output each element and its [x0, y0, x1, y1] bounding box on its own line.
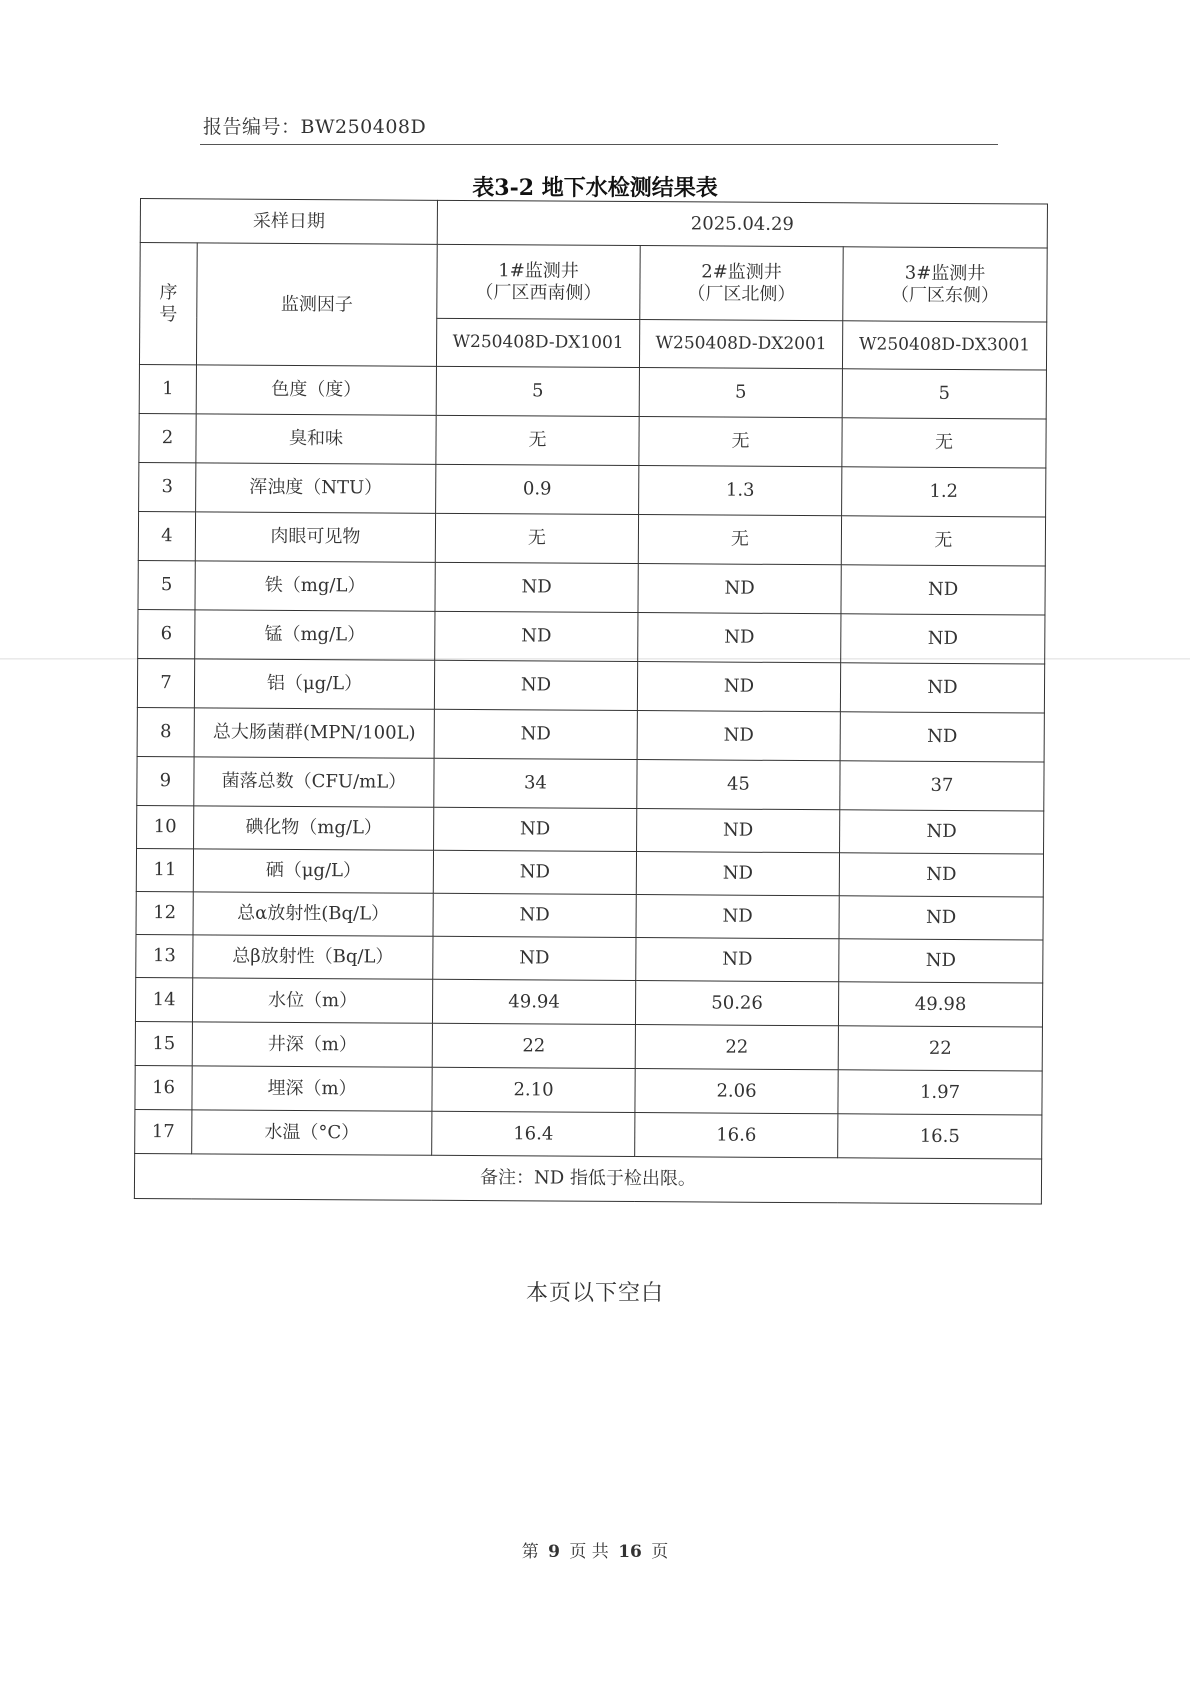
- seq-header-line2: 号: [159, 303, 178, 325]
- row-value-well-2: ND: [637, 711, 840, 761]
- table-row: [135, 1109, 1042, 1159]
- row-value-well-1: 22: [432, 1023, 635, 1068]
- row-value-well-3: ND: [841, 614, 1045, 664]
- blank-page-note: 本页以下空白: [525, 1281, 664, 1306]
- row-value-well-1: 无: [436, 415, 639, 465]
- row-value-well-3: 16.5: [838, 1114, 1042, 1159]
- row-value-well-2: 1.3: [639, 466, 842, 516]
- row-value-well-2: 无: [639, 417, 842, 467]
- row-value-well-2: ND: [637, 809, 840, 853]
- row-factor: 铁（mg/L）: [195, 561, 435, 611]
- row-number: 14: [135, 977, 192, 1021]
- row-number: 9: [137, 756, 194, 805]
- header-rule: [200, 144, 998, 145]
- well-1-name: 1#监测井: [498, 260, 579, 282]
- page-prefix: 第: [521, 1542, 539, 1562]
- row-number: 2: [139, 413, 196, 462]
- row-value-well-2: 22: [635, 1025, 838, 1070]
- row-value-well-1: 无: [435, 513, 638, 563]
- page-footer: [0, 1537, 1190, 1562]
- row-value-well-1: ND: [433, 893, 636, 937]
- row-number: 15: [135, 1021, 192, 1065]
- row-value-well-3: 1.97: [838, 1070, 1042, 1115]
- row-value-well-1: ND: [434, 660, 637, 710]
- page-mid: 页 共: [569, 1542, 609, 1562]
- row-value-well-1: 2.10: [432, 1067, 635, 1112]
- row-factor: 锰（mg/L）: [195, 610, 435, 660]
- row-value-well-2: 50.26: [635, 981, 838, 1026]
- table-row: [139, 462, 1046, 517]
- row-value-well-1: ND: [433, 850, 636, 894]
- table-row: [137, 658, 1044, 713]
- row-number: 1: [139, 364, 196, 413]
- row-factor: 总α放射性(Bq/L）: [193, 892, 433, 936]
- results-table-wrapper: [134, 198, 1047, 1205]
- table-row: [136, 934, 1043, 983]
- row-number: 16: [135, 1065, 192, 1109]
- row-value-well-3: ND: [839, 896, 1043, 940]
- row-number: 8: [137, 707, 194, 756]
- row-number: 17: [135, 1109, 192, 1153]
- row-factor: 浑浊度（NTU）: [196, 463, 436, 513]
- table-row: [135, 1021, 1042, 1071]
- table-row: [136, 848, 1043, 897]
- row-number: 12: [136, 891, 193, 934]
- row-factor: 井深（m）: [192, 1022, 432, 1067]
- row-value-well-1: 0.9: [436, 464, 639, 514]
- row-number: 4: [138, 511, 195, 560]
- row-value-well-1: ND: [434, 709, 637, 759]
- row-factor: 臭和味: [196, 414, 436, 464]
- well-3-header: [843, 247, 1047, 322]
- report-number: 报告编号：BW250408D: [203, 116, 427, 138]
- row-value-well-2: 45: [637, 760, 840, 810]
- row-value-well-1: ND: [434, 807, 637, 851]
- sampling-date-label: 采样日期: [140, 199, 437, 245]
- well-1-code: W250408D-DX1001: [436, 318, 639, 367]
- row-value-well-1: 5: [436, 366, 639, 416]
- row-value-well-2: ND: [638, 613, 841, 663]
- row-value-well-2: 无: [638, 515, 841, 565]
- row-factor: 总β放射性（Bq/L）: [193, 935, 433, 979]
- row-number: 11: [136, 848, 193, 891]
- row-value-well-3: ND: [839, 853, 1043, 897]
- row-value-well-2: ND: [637, 662, 840, 712]
- row-value-well-3: ND: [840, 712, 1044, 762]
- page-current: 9: [548, 1542, 560, 1562]
- row-value-well-3: 49.98: [838, 982, 1042, 1027]
- sampling-date-row: [140, 199, 1047, 249]
- well-1-location: （厂区西南侧）: [475, 281, 602, 304]
- row-value-well-2: 16.6: [635, 1113, 838, 1158]
- well-3-name: 3#监测井: [904, 262, 986, 285]
- row-factor: 埋深（m）: [192, 1066, 432, 1111]
- row-factor: 硒（μg/L）: [193, 849, 433, 893]
- row-factor: 总大肠菌群(MPN/100L): [194, 708, 434, 758]
- seq-header: [139, 243, 197, 365]
- row-value-well-1: 49.94: [432, 979, 635, 1024]
- row-value-well-2: ND: [636, 895, 839, 939]
- row-number: 5: [138, 560, 195, 609]
- row-value-well-3: 无: [842, 418, 1046, 468]
- well-2-location: （厂区北侧）: [687, 282, 796, 305]
- table-row: [135, 977, 1042, 1027]
- row-value-well-1: 16.4: [432, 1111, 635, 1156]
- row-value-well-2: ND: [638, 564, 841, 614]
- table-row: [138, 560, 1045, 615]
- table-row: [137, 707, 1044, 762]
- table-title: 表3-2 地下水检测结果表: [472, 175, 718, 201]
- table-row: [138, 511, 1045, 566]
- well-2-name: 2#监测井: [701, 261, 782, 283]
- results-table: [134, 198, 1048, 1205]
- row-number: 3: [139, 462, 196, 511]
- well-1-header: [437, 244, 640, 319]
- table-row: [136, 891, 1043, 940]
- row-value-well-2: ND: [636, 852, 839, 896]
- page-total: 16: [618, 1542, 642, 1562]
- row-factor: 碘化物（mg/L）: [194, 806, 434, 850]
- row-number: 13: [136, 934, 193, 977]
- row-value-well-3: ND: [840, 663, 1044, 713]
- table-row: [135, 1065, 1042, 1115]
- well-3-location: （厂区东侧）: [890, 284, 999, 306]
- row-value-well-1: ND: [433, 936, 636, 980]
- row-factor: 菌落总数（CFU/mL）: [194, 757, 434, 807]
- well-2-code: W250408D-DX2001: [639, 320, 842, 369]
- well-2-header: [640, 246, 843, 321]
- row-value-well-1: 34: [434, 758, 637, 808]
- note-row: [134, 1153, 1041, 1204]
- row-value-well-2: ND: [636, 938, 839, 982]
- row-factor: 水温（°C）: [192, 1110, 432, 1155]
- row-value-well-1: ND: [435, 611, 638, 661]
- row-value-well-2: 2.06: [635, 1069, 838, 1114]
- row-factor: 铝（μg/L）: [194, 659, 434, 709]
- row-number: 7: [137, 658, 194, 707]
- row-value-well-3: 37: [840, 761, 1044, 811]
- row-value-well-3: ND: [839, 939, 1043, 983]
- well-header-row: [140, 243, 1047, 323]
- row-value-well-1: ND: [435, 562, 638, 612]
- row-value-well-3: 5: [842, 369, 1046, 419]
- page-suffix: 页: [651, 1542, 669, 1562]
- row-factor: 水位（m）: [192, 978, 432, 1023]
- row-number: 6: [138, 609, 195, 658]
- table-row: [137, 805, 1044, 854]
- row-factor: 色度（度）: [196, 365, 436, 415]
- table-row: [139, 364, 1046, 419]
- row-number: 10: [137, 805, 194, 848]
- row-factor: 肉眼可见物: [195, 512, 435, 562]
- row-value-well-3: ND: [841, 565, 1045, 615]
- sampling-date-value: 2025.04.29: [437, 200, 1047, 248]
- table-row: [138, 609, 1045, 664]
- row-value-well-3: 无: [841, 516, 1045, 566]
- seq-header-line1: 序: [159, 282, 178, 304]
- row-value-well-3: ND: [840, 810, 1044, 854]
- table-row: [139, 413, 1046, 468]
- factor-header: 监测因子: [196, 243, 437, 366]
- row-value-well-3: 22: [838, 1026, 1042, 1071]
- row-value-well-3: 1.2: [842, 467, 1046, 517]
- row-value-well-2: 5: [639, 368, 842, 418]
- table-note: 备注：ND 指低于检出限。: [134, 1153, 1041, 1204]
- well-3-code: W250408D-DX3001: [842, 321, 1046, 370]
- table-row: [137, 756, 1044, 811]
